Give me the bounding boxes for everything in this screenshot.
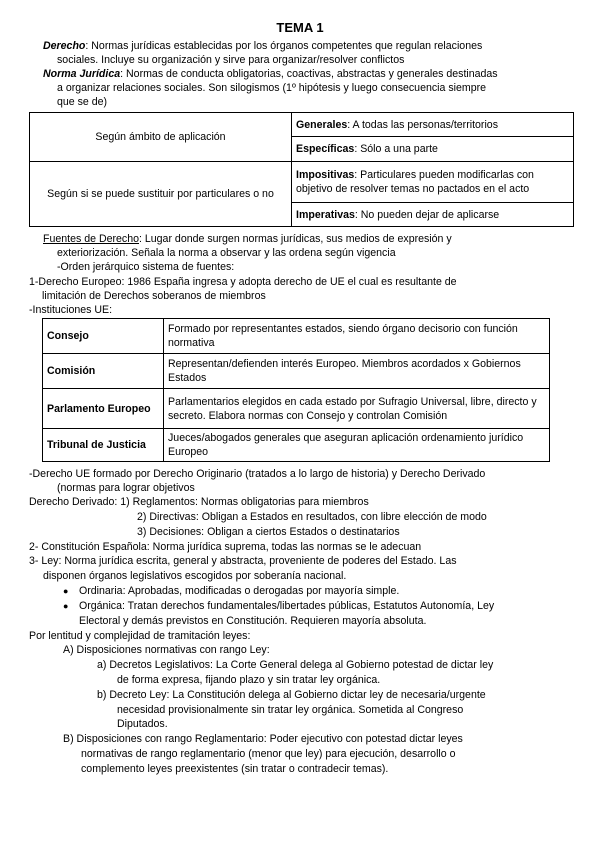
ordinaria-line: Ordinaria: Aprobadas, modificadas o derogadas por mayoría simple. [79, 585, 400, 597]
generales-cell: Generales: A todas las personas/territorios [292, 113, 574, 137]
rango-reglamentario-line3: complemento leyes preexistentes (sin tratar o contradecir temas). [81, 763, 389, 775]
ue-derecho-line1: -Derecho UE formado por Derecho Originario (tratados a lo largo de historia) y Derecho Derivado [29, 468, 486, 480]
institution-desc: Jueces/abogados generales que aseguran aplicación ordenamiento jurídico Europeo [164, 429, 550, 462]
institution-name: Comisión [43, 354, 164, 389]
fuentes-line2: exteriorización. Señala la norma a observar y las ordena según vigencia [57, 247, 396, 259]
rango-reglamentario-line2: normativas de rango reglamentario (menor que ley) para ejecución, desarrollo o [81, 748, 456, 760]
norma-classification-table [29, 112, 574, 227]
derecho-europeo-line1: 1-Derecho Europeo: 1986 España ingresa y adopta derecho de UE el cual es resultante de [29, 276, 457, 288]
fuentes-line1: Fuentes de Derecho: Lugar donde surgen normas jurídicas, sus medios de expresión y [43, 233, 452, 245]
decreto-ley-line1: b) Decreto Ley: La Constitución delega al Gobierno dictar ley de necesaria/urgente [97, 689, 486, 701]
derecho-definition-line2: sociales. Incluye su organización y sirve para organizar/resolver conflictos [57, 54, 405, 66]
page-title: TEMA 1 [276, 20, 324, 35]
ley-line2: disponen órganos legislativos escogidos por soberanía nacional. [43, 570, 347, 582]
directivas-line: 2) Directivas: Obligan a Estados en resultados, con libre elección de modo [137, 511, 487, 523]
especificas-cell: Específicas: Sólo a una parte [292, 137, 574, 162]
norma-term: Norma Jurídica [43, 68, 121, 80]
decretos-legislativos-line2: de forma expresa, fijando plazo y sin tratar ley orgánica. [117, 674, 381, 686]
decretos-legislativos-line1: a) Decretos Legislativos: La Corte General delega al Gobierno potestad de dictar ley [97, 659, 494, 671]
constitucion-line: 2- Constitución Española: Norma jurídica suprema, todas las normas se le adecuan [29, 541, 422, 553]
decreto-ley-line3: Diputados. [117, 718, 168, 730]
norma-definition-line2: a organizar relaciones sociales. Son silogismos (1º hipótesis y luego consecuencia siempre [57, 82, 487, 94]
organica-line1: Orgánica: Tratan derechos fundamentales/libertades públicas, Estatutos Autonomía, Ley [79, 600, 495, 612]
derecho-definition-line1: Derecho: Normas jurídicas establecidas por los órganos competentes que regulan relaciones [43, 40, 483, 52]
sustitucion-cell: Según si se puede sustituir por particulares o no [30, 162, 292, 227]
organica-line2: Electoral y demás previstos en Constitución. Requieren mayoría absoluta. [79, 615, 427, 627]
fuentes-term: Fuentes de Derecho [43, 233, 139, 245]
lentitud-intro: Por lentitud y complejidad de tramitación leyes: [29, 630, 251, 642]
institution-name: Parlamento Europeo [43, 389, 164, 429]
bullet-icon: ● [63, 601, 69, 611]
institution-desc: Representan/defienden interés Europeo. Miembros acordados x Gobiernos Estados [164, 354, 550, 389]
ue-derecho-line2: (normas para lograr objetivos [57, 482, 195, 494]
norma-definition-line1: Norma Jurídica: Normas de conducta obligatorias, coactivas, abstractas y generales destinadas [43, 68, 498, 80]
institution-desc: Formado por representantes estados, siendo órgano decisorio con función normativa [164, 319, 550, 354]
bullet-icon: ● [63, 586, 69, 596]
instituciones-table [42, 318, 550, 462]
norma-definition-line3: que se de) [57, 96, 108, 108]
institution-name: Tribunal de Justicia [43, 429, 164, 462]
derecho-derivado-line: Derecho Derivado: 1) Reglamentos: Normas obligatorias para miembros [29, 496, 369, 508]
derecho-europeo-line2: limitación de Derechos soberanos de miembros [42, 290, 266, 302]
imperativas-cell: Imperativas: No pueden dejar de aplicarse [292, 203, 574, 227]
institution-desc: Parlamentarios elegidos en cada estado por Sufragio Universal, libre, directo y secreto. Elabora normas con Consejo y controlan Comisión [164, 389, 550, 429]
derecho-term: Derecho [43, 40, 86, 52]
decisiones-line: 3) Decisiones: Obligan a ciertos Estados o destinatarios [137, 526, 400, 538]
instituciones-heading: -Instituciones UE: [29, 304, 113, 316]
impositivas-cell: Impositivas: Particulares pueden modificarlas con objetivo de resolver temas no pactados en el acto [292, 162, 574, 203]
fuentes-line3: -Orden jerárquico sistema de fuentes: [57, 261, 235, 273]
ley-line1: 3- Ley: Norma jurídica escrita, general y abstracta, proveniente de poderes del Estado. Las [29, 555, 457, 567]
rango-reglamentario-line1: B) Disposiciones con rango Reglamentario: Poder ejecutivo con potestad dictar leyes [63, 733, 463, 745]
rango-ley-heading: A) Disposiciones normativas con rango Ley: [63, 644, 270, 656]
ambito-cell: Según ámbito de aplicación [30, 113, 292, 162]
decreto-ley-line2: necesidad provisionalmente sin tratar ley orgánica. Sometida al Congreso [117, 704, 464, 716]
institution-name: Consejo [43, 319, 164, 354]
